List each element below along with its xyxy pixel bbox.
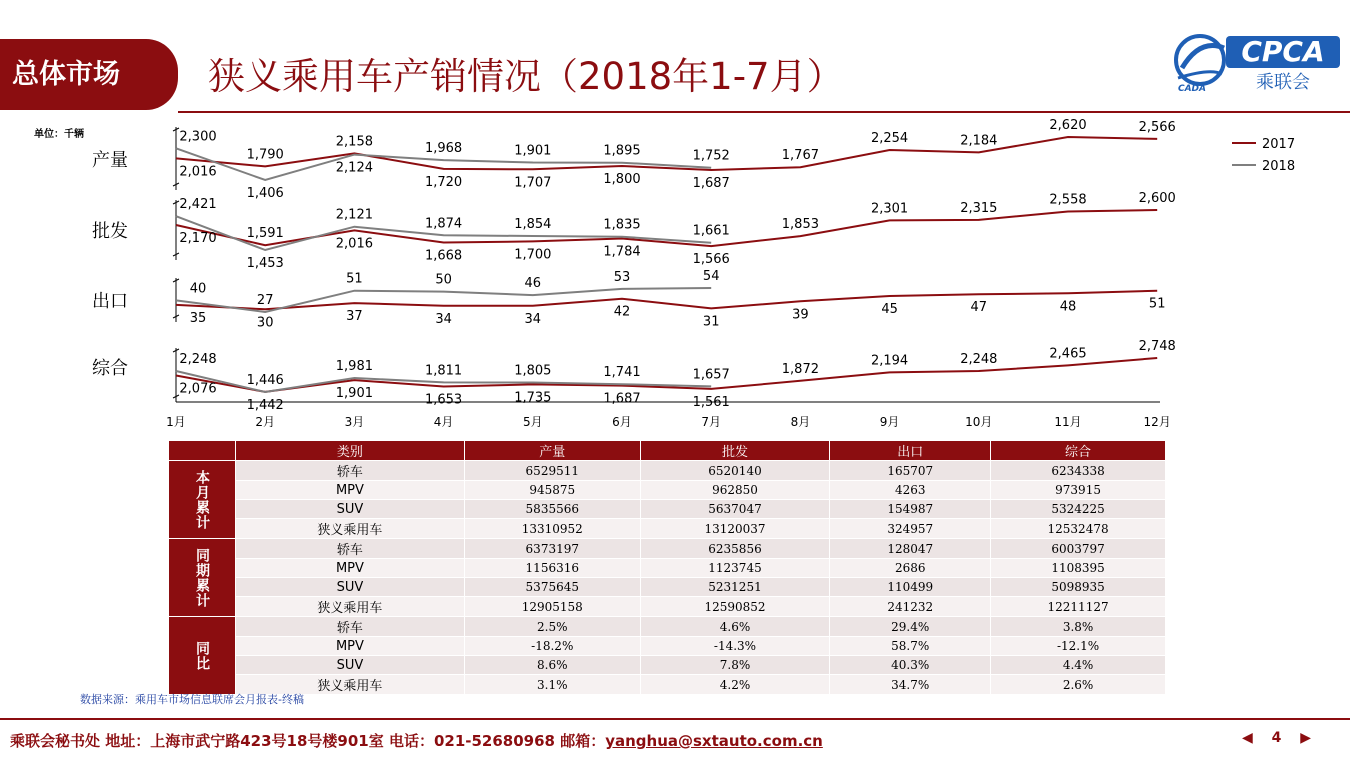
table-cell-category: SUV <box>235 656 464 675</box>
table-cell-value: 6520140 <box>640 461 830 481</box>
table-cell-category: 轿车 <box>235 539 464 559</box>
table-cell-value: -18.2% <box>464 637 640 656</box>
table-row <box>169 481 1166 500</box>
table-group-label: 本月累计 <box>169 461 236 539</box>
x-tick-label: 2月 <box>255 415 276 429</box>
data-label: 34 <box>435 311 452 327</box>
table-row <box>169 675 1166 695</box>
data-label: 35 <box>189 310 207 326</box>
data-label: 31 <box>702 314 720 330</box>
data-label: 1,741 <box>603 365 641 381</box>
data-label: 2,558 <box>1049 192 1087 208</box>
table-cell-value: 5231251 <box>640 578 830 597</box>
series-line-2017 <box>176 291 1157 310</box>
data-label: 1,784 <box>603 244 641 260</box>
table-cell-value: 29.4% <box>830 617 991 637</box>
table-cell-value: 6234338 <box>991 461 1166 481</box>
table-cell-value: 3.8% <box>991 617 1166 637</box>
data-label: 1,895 <box>603 143 641 159</box>
footer-email-link[interactable]: yanghua@sxtauto.com.cn <box>605 732 823 750</box>
x-tick-label: 3月 <box>344 415 365 429</box>
table-cell-value: 241232 <box>830 597 991 617</box>
table-cell-value: 5324225 <box>991 500 1166 519</box>
table-row <box>169 617 1166 637</box>
table-cell-value: 128047 <box>830 539 991 559</box>
data-label: 2,300 <box>179 129 217 145</box>
table-cell-value: 2.5% <box>464 617 640 637</box>
data-label: 1,835 <box>603 217 641 233</box>
data-label: 27 <box>256 293 274 308</box>
legend-label: 2018 <box>1262 159 1296 174</box>
data-label: 1,752 <box>692 148 730 164</box>
data-label: 48 <box>1059 299 1077 315</box>
data-label: 1,735 <box>514 390 552 406</box>
data-label: 1,657 <box>692 367 730 383</box>
table-cell-category: SUV <box>235 500 464 519</box>
data-label: 1,653 <box>424 392 463 408</box>
data-label: 2,076 <box>179 381 217 397</box>
table-cell-category: 狭义乘用车 <box>235 519 464 539</box>
previous-page-icon[interactable]: ◀ <box>1242 730 1253 746</box>
table-cell-value: -12.1% <box>991 637 1166 656</box>
table-cell-category: MPV <box>235 481 464 500</box>
data-label: 1,800 <box>603 172 641 188</box>
x-tick-label: 1月 <box>166 415 186 429</box>
table-cell-value: 6003797 <box>991 539 1166 559</box>
table-cell-value: 34.7% <box>830 675 991 695</box>
data-label: 2,566 <box>1138 119 1176 135</box>
data-label: 2,248 <box>179 352 217 368</box>
footer-contact <box>10 730 823 751</box>
data-label: 2,301 <box>870 201 909 217</box>
table-cell-value: 945875 <box>464 481 640 500</box>
table-row <box>169 559 1166 578</box>
unit-note: 单位：千辆 <box>34 129 84 140</box>
table-group-label: 同比 <box>169 617 236 695</box>
table-row <box>169 519 1166 539</box>
table-row <box>169 597 1166 617</box>
table-cell-category: 轿车 <box>235 461 464 481</box>
data-label: 1,453 <box>246 256 284 271</box>
table-cell-value: 6373197 <box>464 539 640 559</box>
data-label: 2,315 <box>960 200 998 216</box>
table-cell-value: 58.7% <box>830 637 991 656</box>
panel-label: 综合 <box>92 358 128 379</box>
data-label: 2,748 <box>1138 339 1176 354</box>
table-row <box>169 578 1166 597</box>
table-cell-value: 6529511 <box>464 461 640 481</box>
data-label: 42 <box>613 304 631 320</box>
title-divider <box>178 111 1350 113</box>
pager <box>1242 730 1311 746</box>
table-cell-value: 5098935 <box>991 578 1166 597</box>
data-label: 1,853 <box>781 217 820 233</box>
x-tick-label: 11月 <box>1054 415 1082 429</box>
logo-cpca-text: CPCA <box>1241 35 1325 68</box>
logo-small-text: CADA <box>1177 84 1207 94</box>
logo-sub-text: 乘联会 <box>1256 72 1310 93</box>
table-cell-value: 6235856 <box>640 539 830 559</box>
x-tick-label: 4月 <box>433 415 454 429</box>
data-label: 47 <box>970 300 988 316</box>
table-cell-category: 轿车 <box>235 617 464 637</box>
table-cell-value: 8.6% <box>464 656 640 675</box>
data-label: 1,901 <box>335 386 374 402</box>
data-label: 2,248 <box>960 352 998 368</box>
data-label: 2,158 <box>335 134 374 150</box>
table-cell-category: MPV <box>235 637 464 656</box>
table-cell-value: 4.6% <box>640 617 830 637</box>
data-label: 40 <box>189 281 207 297</box>
data-label: 1,442 <box>246 398 284 413</box>
data-label: 53 <box>613 269 631 285</box>
x-tick-label: 9月 <box>879 415 900 429</box>
table-cell-value: 4.2% <box>640 675 830 695</box>
data-label: 2,170 <box>179 230 217 246</box>
summary-table <box>168 440 1166 695</box>
table-cell-value: 1123745 <box>640 559 830 578</box>
table-cell-value: -14.3% <box>640 637 830 656</box>
table-cell-value: 5375645 <box>464 578 640 597</box>
data-label: 1,790 <box>246 147 284 163</box>
logo-globe-icon <box>1176 36 1224 84</box>
data-label: 54 <box>702 269 720 284</box>
data-label: 1,874 <box>424 216 463 232</box>
data-label: 1,446 <box>246 372 284 388</box>
panel-label: 产量 <box>92 150 128 171</box>
data-label: 1,707 <box>514 175 552 191</box>
next-page-icon[interactable]: ▶ <box>1300 730 1312 746</box>
data-label: 1,406 <box>246 186 284 201</box>
legend-label: 2017 <box>1262 137 1296 152</box>
data-label: 1,566 <box>692 252 730 268</box>
table-cell-value: 1156316 <box>464 559 640 578</box>
table-cell-value: 3.1% <box>464 675 640 695</box>
table-row <box>169 656 1166 675</box>
data-label: 1,767 <box>781 148 820 164</box>
data-label: 1,854 <box>514 217 552 233</box>
data-label: 1,805 <box>514 363 552 379</box>
data-label: 2,016 <box>335 236 374 252</box>
data-label: 39 <box>792 307 809 323</box>
table-cell-value: 324957 <box>830 519 991 539</box>
x-tick-label: 5月 <box>522 415 543 429</box>
table-cell-value: 154987 <box>830 500 991 519</box>
data-label: 2,465 <box>1049 346 1087 362</box>
table-row <box>169 500 1166 519</box>
table-cell-value: 4.4% <box>991 656 1166 675</box>
table-cell-value: 165707 <box>830 461 991 481</box>
data-label: 1,661 <box>692 223 730 239</box>
data-label: 45 <box>881 302 898 317</box>
x-tick-label: 6月 <box>612 415 632 429</box>
table-header-production: 产量 <box>464 441 640 461</box>
footer-address: 乘联会秘书处 地址：上海市武宁路423号18号楼901室 电话：021-52680968 邮箱： <box>10 732 606 750</box>
table-header-row <box>169 441 1166 461</box>
data-label: 1,591 <box>246 226 284 242</box>
table-cell-category: 狭义乘用车 <box>235 597 464 617</box>
table-cell-value: 973915 <box>991 481 1166 500</box>
table-cell-value: 1108395 <box>991 559 1166 578</box>
data-label: 46 <box>524 276 542 292</box>
table-header-wholesale: 批发 <box>640 441 830 461</box>
data-label: 1,811 <box>424 363 463 379</box>
data-label: 1,561 <box>692 394 730 410</box>
table-row <box>169 637 1166 656</box>
panel-label: 批发 <box>92 221 128 242</box>
x-tick-label: 10月 <box>965 415 993 429</box>
table-cell-value: 7.8% <box>640 656 830 675</box>
data-label: 1,901 <box>514 143 552 159</box>
data-label: 51 <box>346 271 363 287</box>
table-cell-value: 5835566 <box>464 500 640 519</box>
table-cell-value: 4263 <box>830 481 991 500</box>
table-row <box>169 461 1166 481</box>
table-cell-value: 962850 <box>640 481 830 500</box>
section-tab: 总体市场 <box>0 39 178 110</box>
data-label: 1,981 <box>335 358 374 374</box>
table-cell-value: 110499 <box>830 578 991 597</box>
data-label: 2,121 <box>335 207 374 223</box>
data-label: 2,254 <box>870 130 909 146</box>
table-header-combined: 综合 <box>991 441 1166 461</box>
data-label: 50 <box>435 272 452 288</box>
table-header-export: 出口 <box>830 441 991 461</box>
table-cell-value: 13310952 <box>464 519 640 539</box>
table-header-corner <box>169 441 236 461</box>
data-label: 1,968 <box>424 141 463 157</box>
page-title: 狭义乘用车产销情况（2018年1-7月） <box>208 55 844 98</box>
table-cell-value: 12905158 <box>464 597 640 617</box>
data-label: 2,620 <box>1049 118 1087 133</box>
panel-label: 出口 <box>92 291 128 312</box>
table-cell-value: 5637047 <box>640 500 830 519</box>
data-label: 2,016 <box>179 164 217 180</box>
data-label: 1,700 <box>514 247 552 263</box>
source-note: 数据来源：乘用车市场信息联席会月报表-终稿 <box>80 693 304 706</box>
table-cell-category: MPV <box>235 559 464 578</box>
table-cell-value: 13120037 <box>640 519 830 539</box>
data-label: 1,687 <box>692 176 730 192</box>
production-sales-line-chart <box>0 118 1350 436</box>
table-cell-value: 12532478 <box>991 519 1166 539</box>
data-label: 37 <box>346 309 363 325</box>
cpca-logo <box>1160 28 1345 98</box>
table-cell-value: 40.3% <box>830 656 991 675</box>
data-label: 34 <box>524 311 542 327</box>
table-group-label: 同期累计 <box>169 539 236 617</box>
table-cell-value: 12211127 <box>991 597 1166 617</box>
table-cell-value: 2.6% <box>991 675 1166 695</box>
data-label: 2,184 <box>960 133 998 149</box>
data-label: 1,687 <box>603 391 641 407</box>
data-label: 2,421 <box>179 197 217 213</box>
data-label: 51 <box>1148 296 1166 312</box>
data-label: 2,194 <box>870 353 909 369</box>
table-cell-category: 狭义乘用车 <box>235 675 464 695</box>
series-line-2017 <box>176 358 1157 392</box>
table-cell-value: 2686 <box>830 559 991 578</box>
data-label: 2,600 <box>1138 191 1176 206</box>
table-cell-category: SUV <box>235 578 464 597</box>
data-label: 1,668 <box>424 248 463 264</box>
x-tick-label: 12月 <box>1143 415 1171 429</box>
x-tick-label: 8月 <box>790 415 811 429</box>
table-cell-value: 12590852 <box>640 597 830 617</box>
data-label: 2,124 <box>335 160 374 176</box>
page-number: 4 <box>1271 730 1282 746</box>
table-row <box>169 539 1166 559</box>
x-tick-label: 7月 <box>701 415 722 429</box>
data-label: 30 <box>256 315 274 331</box>
data-label: 1,720 <box>424 174 463 190</box>
footer-divider <box>0 718 1350 720</box>
data-label: 1,872 <box>781 361 820 377</box>
table-header-category: 类别 <box>235 441 464 461</box>
